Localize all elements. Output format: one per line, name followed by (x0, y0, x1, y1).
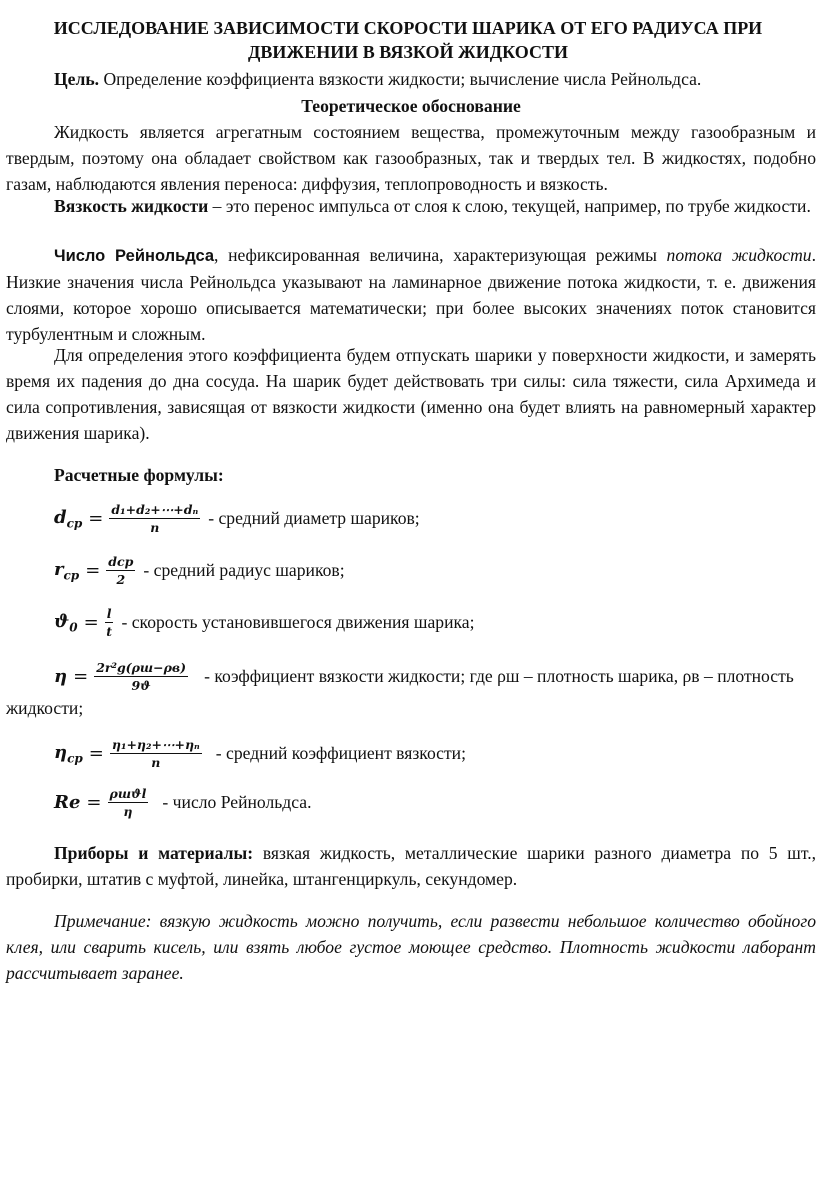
formula-mean-viscosity: $\eta_{ср}$ = $\frac{\text{η₁+η₂+⋯+ηₙ}}{n}$ - средний коэффициент вязкости; (54, 737, 466, 770)
reynolds-term: Число Рейнольдса (54, 247, 215, 265)
title-line-2: ДВИЖЕНИИ В ВЯЗКОЙ ЖИДКОСТИ (248, 42, 568, 62)
formula-1-lhs: $d_{ср}$ (54, 506, 83, 531)
formula-3-fraction: $\frac{l}{t}$ (106, 606, 112, 639)
formula-1-fraction: $\frac{\text{d₁+d₂+⋯+dₙ}}{n}$ (111, 502, 199, 535)
formula-viscosity: η = $\frac{\text{2r²g(ρш−ρв)}}{9ϑ}$ - коэффициент вязкости жидкости; где ρш – плотность шарика, ρв – плотность (54, 660, 794, 693)
paragraph-viscosity (6, 193, 816, 219)
reynolds-italic: потока жидкости (666, 245, 812, 265)
title-line-1: ИССЛЕДОВАНИЕ ЗАВИСИМОСТИ СКОРОСТИ ШАРИКА ОТ ЕГО РАДИУСА ПРИ (53, 18, 763, 38)
viscosity-term: Вязкость жидкости (54, 196, 209, 216)
formula-4-continuation: жидкости; (6, 698, 84, 718)
formula-5-fraction: $\frac{\text{η₁+η₂+⋯+ηₙ}}{n}$ (111, 737, 200, 770)
paragraph-reynolds (6, 242, 816, 347)
theory-heading: Теоретическое обоснование (301, 96, 521, 116)
document-title (30, 16, 786, 64)
formula-2-fraction: $\frac{\text{dср}}{2}$ (108, 554, 134, 587)
equipment-label: Приборы и материалы: (54, 843, 254, 863)
formula-reynolds: Re = $\frac{\text{ρшϑl}}{\eta}$ - число Рейнольдса. (54, 786, 312, 819)
formula-6-lhs: Re (54, 792, 81, 813)
formula-6-fraction: $\frac{\text{ρшϑl}}{\eta}$ (109, 786, 147, 819)
formula-3-description: - скорость установившегося движения шарика; (121, 612, 475, 632)
equipment-paragraph (6, 840, 816, 892)
formula-6-description: - число Рейнольдса. (162, 792, 312, 812)
formula-4-lhs: η (54, 666, 68, 687)
note-paragraph: Примечание: вязкую жидкость можно получить, если развести небольшое количество обойного клея, или сварить кисель, или взять любое густое моющее средство. Плотность жидкости лаборант рассчитывает заранее. (6, 911, 816, 983)
equipment-text: вязкая жидкость, металлические шарики разного диаметра по 5 шт., пробирки, штатив с муфтой, линейка, штангенциркуль, секундомер. (6, 843, 816, 889)
formula-4-description: - коэффициент вязкости жидкости; где ρш – плотность шарика, ρв – плотность (204, 666, 794, 686)
viscosity-definition: – это перенос импульса от слоя к слою, текущей, например, по трубе жидкости. (208, 196, 811, 216)
formula-5-description: - средний коэффициент вязкости; (215, 743, 466, 763)
formula-2-description: - средний радиус шариков; (143, 560, 345, 580)
formulas-heading: Расчетные формулы: (54, 465, 224, 485)
formula-5-lhs: $\eta_{ср}$ (54, 741, 83, 766)
formula-mean-diameter: $d_{ср}$ = $\frac{\text{d₁+d₂+⋯+dₙ}}{n}$ - средний диаметр шариков; (54, 502, 420, 535)
formula-mean-radius: $r_{ср}$ = $\frac{\text{dср}}{2}$ - средний радиус шариков; (54, 554, 345, 587)
reynolds-text-1: , нефиксированная величина, характеризующая режимы (214, 245, 667, 265)
goal-text: Определение коэффициента вязкости жидкости; вычисление числа Рейнольдса. (99, 69, 702, 89)
paragraph-method: Для определения этого коэффициента будем отпускать шарики у поверхности жидкости, и замерять время их падения до дна сосуда. На шарик будет действовать три силы: сила тяжести, сила Архимеда и сила сопротивления, зависящая от вязкости жидкости (именно она будет влиять на равномерный характер движения шарика). (6, 345, 816, 443)
paragraph-liquid-state: Жидкость является агрегатным состоянием вещества, промежуточным между газообразным и твердым, поэтому она обладает свойством как газообразных, так и твердых тел. В жидкостях, подобно газам, наблюдаются явления переноса: диффузия, теплопроводность и вязкость. (6, 122, 816, 194)
goal-line (54, 66, 816, 92)
formula-2-lhs: $r_{ср}$ (54, 558, 80, 583)
formula-4-fraction: $\frac{\text{2r²g(ρш−ρв)}}{9ϑ}$ (96, 660, 187, 693)
formula-3-lhs: $ϑ_0$ (54, 610, 78, 635)
reynolds-text-2: . Низкие значения числа Рейнольдса указывают на ламинарное движение потока жидкости, т. е. движения слоями, которое хорошо описывается математически; при более высоких значениях поток становится турбулентным и сложным. (6, 245, 816, 344)
goal-label: Цель. (54, 69, 100, 89)
formula-1-description: - средний диаметр шариков; (208, 508, 420, 528)
formula-velocity: $ϑ_0$ = $\frac{l}{t}$ - скорость установившегося движения шарика; (54, 606, 475, 639)
